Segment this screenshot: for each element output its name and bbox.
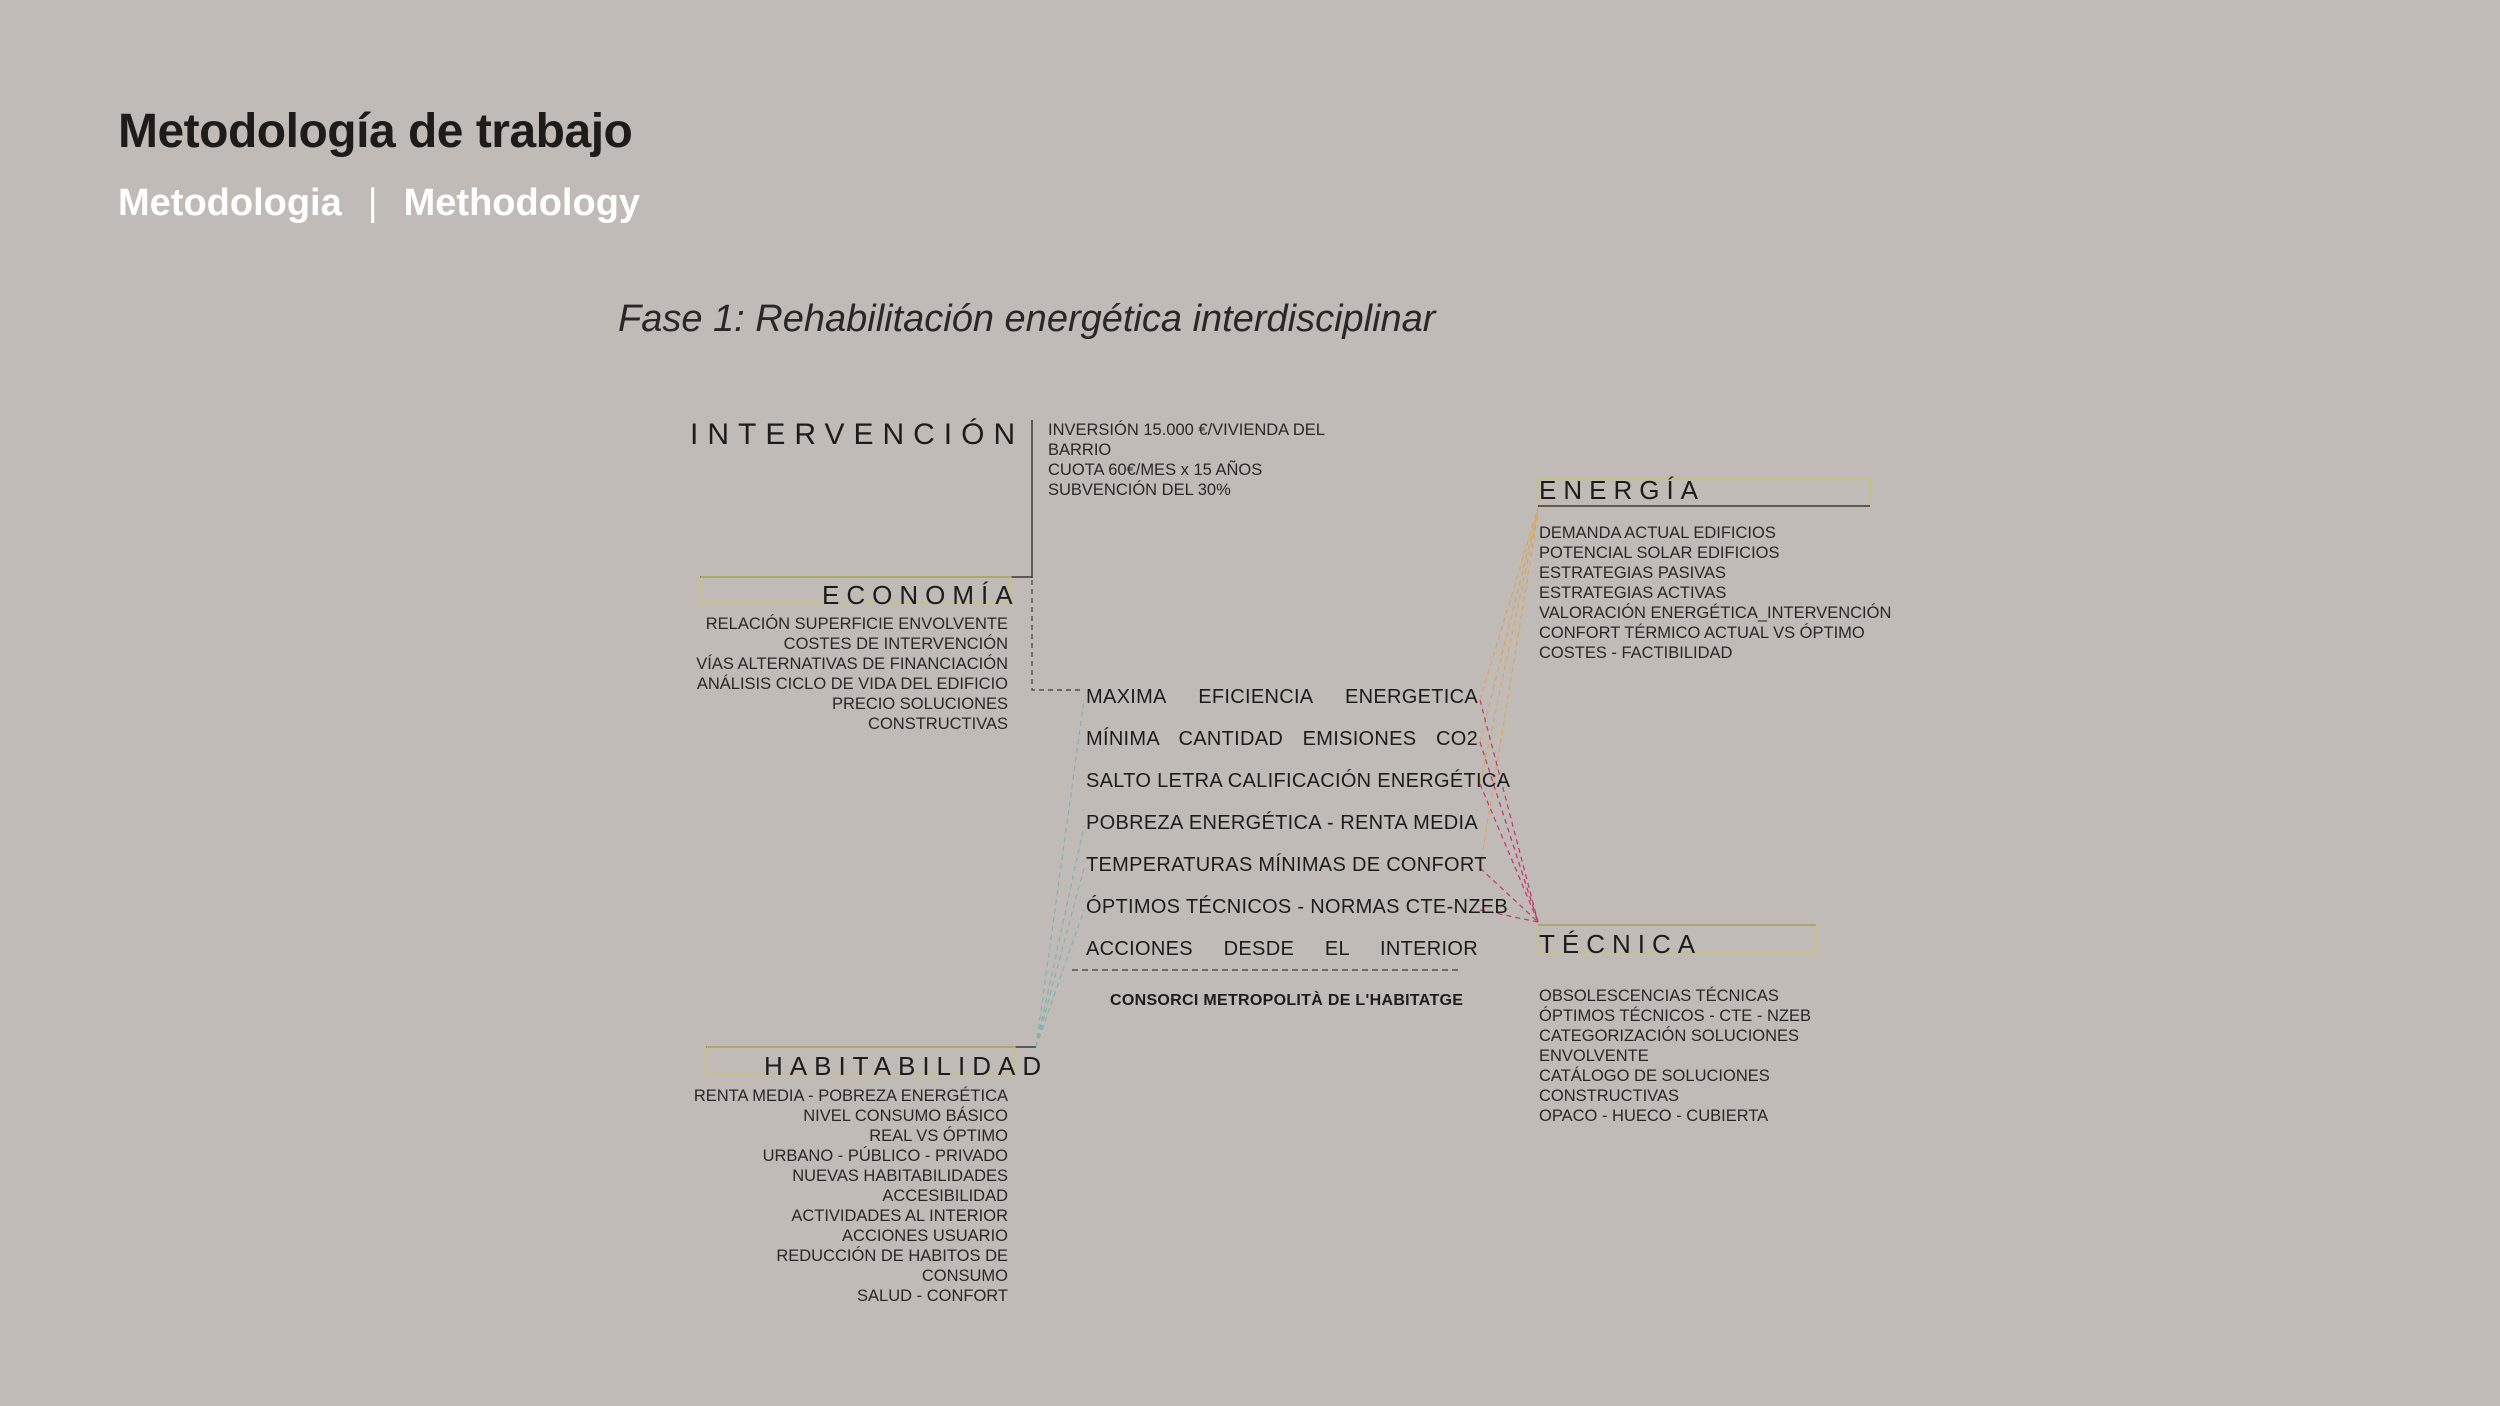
habitabilidad-item: NUEVAS HABITABILIDADES xyxy=(792,1167,1008,1185)
tecnica-list xyxy=(1539,986,1811,1126)
objective-item: MÍNIMA CANTIDAD EMISIONES CO2 xyxy=(1086,728,1478,750)
energia-links xyxy=(1480,508,1538,868)
objective-item: ACCIONES DESDE EL INTERIOR xyxy=(1086,938,1478,960)
tecnica-item: ÓPTIMOS TÉCNICOS - CTE - NZEB xyxy=(1539,1007,1811,1025)
energia-item: DEMANDA ACTUAL EDIFICIOS xyxy=(1539,524,1776,542)
habitabilidad-item: NIVEL CONSUMO BÁSICO xyxy=(803,1107,1008,1125)
tecnica-item: CATÁLOGO DE SOLUCIONES xyxy=(1539,1067,1770,1085)
habitabilidad-list xyxy=(640,1086,1008,1306)
consorci-label: CONSORCI METROPOLITÀ DE L'HABITATGE xyxy=(1110,992,1464,1009)
economia-item: CONSTRUCTIVAS xyxy=(868,715,1008,733)
habitabilidad-item: CONSUMO xyxy=(921,1267,1008,1285)
energia-heading: ENERGÍA xyxy=(1539,475,1706,505)
economia-item: RELACIÓN SUPERFICIE ENVOLVENTE xyxy=(705,615,1008,633)
habitabilidad-heading: HABITABILIDAD xyxy=(764,1051,1049,1081)
objective-item: TEMPERATURAS MÍNIMAS DE CONFORT xyxy=(1086,854,1487,876)
economia-link xyxy=(1032,580,1084,690)
tecnica-links xyxy=(1480,700,1538,922)
objective-item: POBREZA ENERGÉTICA - RENTA MEDIA xyxy=(1086,812,1478,834)
energia-item: VALORACIÓN ENERGÉTICA_INTERVENCIÓN xyxy=(1539,604,1892,622)
objective-item: SALTO LETRA CALIFICACIÓN ENERGÉTICA xyxy=(1086,770,1511,792)
economia-item: PRECIO SOLUCIONES xyxy=(831,695,1008,713)
energia-item: ESTRATEGIAS PASIVAS xyxy=(1539,564,1727,582)
tecnica-item: OPACO - HUECO - CUBIERTA xyxy=(1539,1107,1769,1125)
phase-title: Fase 1: Rehabilitación energética interdisciplinar xyxy=(618,298,1436,340)
habitabilidad-item: ACTIVIDADES AL INTERIOR xyxy=(791,1207,1008,1225)
energia-item: CONFORT TÉRMICO ACTUAL VS ÓPTIMO xyxy=(1539,624,1865,642)
intervencion-heading: INTERVENCIÓN xyxy=(690,418,1025,451)
habitabilidad-item: REDUCCIÓN DE HABITOS DE xyxy=(776,1247,1008,1265)
energia-item: ESTRATEGIAS ACTIVAS xyxy=(1539,584,1727,602)
energia-item: POTENCIAL SOLAR EDIFICIOS xyxy=(1539,544,1780,562)
habitabilidad-item: SALUD - CONFORT xyxy=(857,1287,1008,1305)
economia-item: COSTES DE INTERVENCIÓN xyxy=(783,635,1008,653)
habitabilidad-item: ACCESIBILIDAD xyxy=(882,1187,1008,1205)
page-title: Metodología de trabajo xyxy=(118,105,633,158)
intervencion-item: CUOTA 60€/MES x 15 AÑOS xyxy=(1048,461,1263,479)
subtitle-separator: | xyxy=(367,182,378,224)
objective-item: ÓPTIMOS TÉCNICOS - NORMAS CTE-NZEB xyxy=(1086,896,1509,918)
habitabilidad-links xyxy=(1036,700,1084,1047)
tecnica-item: CATEGORIZACIÓN SOLUCIONES xyxy=(1539,1027,1800,1045)
tecnica-item: ENVOLVENTE xyxy=(1539,1047,1649,1065)
intervencion-list xyxy=(1048,420,1325,500)
habitabilidad-item: ACCIONES USUARIO xyxy=(842,1227,1008,1245)
energia-list xyxy=(1539,523,1891,663)
objective-item: MAXIMA EFICIENCIA ENERGETICA xyxy=(1086,686,1478,708)
intervencion-item: INVERSIÓN 15.000 €/VIVIENDA DEL xyxy=(1048,421,1325,439)
subtitle-english: Methodology xyxy=(403,182,641,224)
intervencion-item: SUBVENCIÓN DEL 30% xyxy=(1048,481,1231,499)
habitabilidad-item: REAL VS ÓPTIMO xyxy=(869,1127,1008,1145)
economia-heading: ECONOMÍA xyxy=(822,580,1020,610)
energia-item: COSTES - FACTIBILIDAD xyxy=(1539,644,1733,662)
tecnica-item: CONSTRUCTIVAS xyxy=(1539,1087,1679,1105)
economia-list xyxy=(640,614,1008,734)
intervencion-item: BARRIO xyxy=(1048,441,1112,459)
subtitle-catalan: Metodologia xyxy=(118,182,342,224)
economia-item: VÍAS ALTERNATIVAS DE FINANCIACIÓN xyxy=(696,655,1008,673)
economia-item: ANÁLISIS CICLO DE VIDA DEL EDIFICIO xyxy=(696,675,1008,693)
habitabilidad-item: RENTA MEDIA - POBREZA ENERGÉTICA xyxy=(693,1087,1008,1105)
habitabilidad-item: URBANO - PÚBLICO - PRIVADO xyxy=(762,1147,1008,1165)
objectives-list xyxy=(1086,676,1511,970)
tecnica-heading: TÉCNICA xyxy=(1539,929,1703,959)
tecnica-item: OBSOLESCENCIAS TÉCNICAS xyxy=(1539,987,1779,1005)
